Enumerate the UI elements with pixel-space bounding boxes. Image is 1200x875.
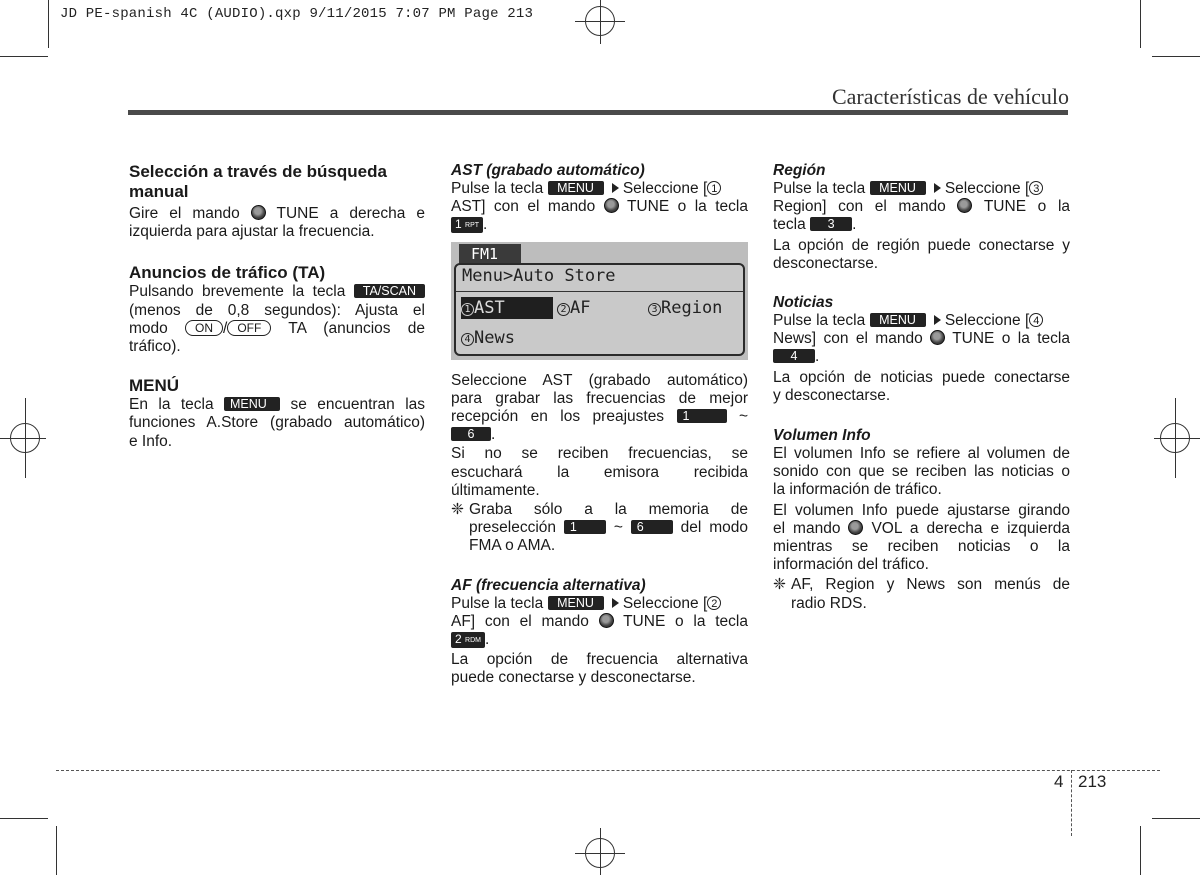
crop-mark: [0, 56, 48, 57]
menu-key: MENU: [548, 596, 604, 610]
registration-line: [600, 828, 601, 875]
key-text: 2: [455, 632, 462, 647]
heading-traffic: Anuncios de tráfico (TA): [129, 263, 326, 283]
paragraph: [451, 216, 748, 234]
text: información del tráfico.: [773, 556, 929, 574]
paragraph: [773, 348, 1070, 366]
display-tab: FM1: [459, 244, 521, 264]
paragraph: [773, 520, 1070, 538]
text: AST] con el mando: [451, 198, 596, 216]
text: TUNE a derecha e: [276, 205, 425, 222]
text: e Info.: [129, 432, 173, 450]
page-number: 213: [1078, 772, 1107, 791]
display-option-region: [648, 297, 722, 319]
paragraph: [773, 180, 1070, 198]
vol-knob-icon: [848, 520, 863, 535]
tune-knob-icon: [251, 205, 266, 220]
footer-rule: [56, 770, 1160, 771]
paragraph: [129, 205, 425, 223]
print-slug: JD PE-spanish 4C (AUDIO).qxp 9/11/2015 7:07 PM Page 213: [60, 6, 534, 22]
arrow-right-icon: [612, 183, 619, 193]
paragraph: [129, 320, 425, 338]
text: La opción de región puede conectarse y: [773, 236, 1070, 254]
header-rule: [128, 110, 1068, 115]
tune-knob-icon: [957, 198, 972, 213]
footer-divider: [1071, 770, 1072, 836]
display-option-af: [557, 297, 590, 319]
preset-6-key: 6: [451, 427, 491, 441]
paragraph: [129, 396, 425, 414]
text: TUNE o la tecla: [626, 198, 748, 216]
paragraph: [451, 631, 748, 649]
crop-mark: [48, 0, 49, 48]
registration-line: [575, 853, 625, 854]
text: Pulse la tecla: [773, 312, 866, 330]
text: mientras se reciben noticias o la: [773, 538, 1070, 556]
text: /: [223, 319, 228, 337]
text: tráfico).: [129, 338, 181, 356]
ta-scan-key: TA/SCAN: [354, 284, 425, 298]
text: radio RDS.: [791, 594, 867, 612]
registration-line: [1154, 438, 1200, 439]
text: para grabar las frecuencias de mejor: [451, 389, 748, 407]
text: la información de tráfico.: [773, 481, 942, 499]
note: [773, 576, 1070, 612]
heading-menu: MENÚ: [129, 376, 180, 396]
registration-line: [575, 21, 625, 22]
tune-knob-icon: [604, 198, 619, 213]
text: izquierda para ajustar la frecuencia.: [129, 223, 375, 241]
text: Si no se reciben frecuencias, se: [451, 445, 748, 463]
preset-1-key: 1: [677, 409, 727, 423]
circled-number: 3: [1029, 181, 1043, 195]
paragraph: [129, 283, 425, 301]
crop-mark: [56, 826, 57, 875]
note: [451, 501, 748, 556]
crop-mark: [1140, 0, 1141, 48]
radio-display: [451, 242, 748, 360]
crop-mark: [1140, 826, 1141, 875]
arrow-right-icon: [612, 598, 619, 608]
text: La opción de noticias puede conectarse: [773, 368, 1070, 386]
registration-line: [0, 438, 46, 439]
preset-1-rpt-key: [451, 217, 483, 233]
display-title: Menu>Auto Store: [462, 265, 616, 286]
display-option-ast: [461, 297, 553, 319]
text: el mando: [773, 519, 841, 537]
text: Seleccione AST (grabado automático): [451, 371, 748, 389]
paragraph: [451, 198, 748, 216]
text: del modo: [680, 519, 748, 537]
paragraph: [469, 519, 748, 537]
circled-number: 3: [648, 303, 661, 316]
display-frame: [454, 263, 745, 356]
display-rule: [456, 291, 743, 293]
text: últimamente.: [451, 481, 540, 499]
text: Region] con el mando: [773, 198, 946, 216]
crop-mark: [1152, 818, 1200, 819]
text: puede conectarse y desconectarse.: [451, 669, 696, 687]
preset-1-key: 1: [564, 520, 606, 534]
arrow-right-icon: [934, 183, 941, 193]
text: ~: [738, 408, 748, 426]
text: AF, Region y News son menús de: [791, 576, 1070, 594]
paragraph: [451, 613, 748, 631]
arrow-right-icon: [934, 315, 941, 325]
text: Pulse la tecla: [451, 594, 544, 612]
text: .: [483, 216, 488, 234]
text: TUNE o la tecla: [952, 330, 1070, 348]
text: TUNE o la: [983, 198, 1071, 216]
text: (menos de 0,8 segundos): Ajusta el: [129, 301, 425, 319]
chapter-number: 4: [1054, 772, 1064, 791]
paragraph: [451, 426, 748, 444]
subheading-volume-info: Volumen Info: [773, 427, 871, 445]
text: News] con el mando: [773, 330, 923, 348]
circled-number: 4: [1029, 313, 1043, 327]
text: Seleccione [: [944, 180, 1030, 197]
note-bullet-icon: ❈: [451, 501, 464, 519]
subheading-ast: AST (grabado automático): [451, 162, 645, 179]
text: TUNE o la tecla: [623, 612, 748, 630]
text: Seleccione [: [622, 594, 708, 612]
subheading-news: Noticias: [773, 294, 834, 312]
paragraph: [451, 595, 748, 613]
text: Pulsando brevemente la tecla: [129, 283, 346, 301]
text: recepción en los preajustes: [451, 408, 665, 426]
circled-number: 4: [461, 333, 474, 346]
text: se encuentran las: [290, 396, 426, 414]
column-3: [773, 162, 1070, 613]
heading-text: manual: [129, 182, 189, 201]
text: Pulse la tecla: [451, 180, 544, 197]
text: tecla: [773, 216, 806, 234]
tune-knob-icon: [930, 330, 945, 345]
text: Pulse la tecla: [773, 180, 866, 197]
circled-number: 1: [707, 181, 721, 195]
preset-3-key: 3: [810, 217, 852, 231]
text: Seleccione [: [944, 312, 1030, 330]
key-text: 1: [455, 217, 462, 232]
registration-line: [600, 0, 601, 44]
text: AF] con el mando: [451, 612, 589, 630]
crop-mark: [0, 818, 48, 819]
menu-key: MENU: [224, 397, 280, 411]
paragraph: [773, 312, 1070, 330]
tune-knob-icon: [599, 613, 614, 628]
text: TA (anuncios de: [288, 319, 425, 337]
circled-number: 2: [557, 303, 570, 316]
text: .: [491, 426, 496, 444]
heading-text: Selección a través de búsqueda: [129, 162, 387, 181]
paragraph: [451, 180, 748, 198]
text: .: [484, 631, 490, 649]
text: ~: [613, 519, 623, 537]
option-text: Region: [661, 297, 723, 318]
preset-6-key: 6: [631, 520, 673, 534]
text: Gire el mando: [129, 205, 240, 222]
text: En la tecla: [129, 396, 214, 414]
off-key: OFF: [227, 320, 271, 336]
option-text: AF: [570, 297, 591, 318]
key-subtext: RPT: [465, 222, 480, 230]
text: y desconectarse.: [773, 386, 891, 404]
subheading-af: AF (frecuencia alternativa): [451, 576, 646, 594]
preset-4-key: 4: [773, 349, 815, 363]
paragraph: [773, 198, 1070, 216]
text: preselección: [469, 519, 557, 537]
text: El volumen Info se refiere al volumen de: [773, 445, 1070, 463]
on-key: ON: [185, 320, 223, 336]
text: sonido con que se reciben las noticias o: [773, 463, 1070, 481]
text: .: [815, 348, 820, 366]
crop-mark: [1152, 56, 1200, 57]
text: desconectarse.: [773, 254, 879, 272]
text: escuchará la emisora recibida: [451, 463, 748, 481]
column-1: [129, 162, 425, 451]
column-2: [451, 162, 748, 688]
display-option-news: [461, 327, 515, 349]
option-text: News: [474, 327, 515, 348]
note-bullet-icon: ❈: [773, 576, 786, 594]
menu-key: MENU: [548, 181, 604, 195]
text: VOL a derecha e izquierda: [871, 519, 1071, 537]
text: Graba sólo a la memoria de: [469, 501, 748, 519]
menu-key: MENU: [870, 181, 926, 195]
text: La opción de frecuencia alternativa: [451, 651, 748, 669]
paragraph: [773, 330, 1070, 348]
text: Seleccione [: [622, 180, 708, 197]
text: funciones A.Store (grabado automático): [129, 414, 425, 432]
text: FMA o AMA.: [469, 537, 556, 555]
option-text: AST: [474, 297, 505, 318]
text: .: [852, 216, 857, 234]
subheading-region: Región: [773, 162, 826, 179]
section-header: Características de vehículo: [831, 84, 1069, 109]
menu-key: MENU: [870, 313, 926, 327]
circled-number: 2: [707, 596, 721, 610]
text: El volumen Info puede ajustarse girando: [773, 501, 1070, 519]
preset-2-rdm-key: [451, 632, 485, 648]
heading-manual-search: [129, 162, 425, 202]
key-subtext: RDM: [465, 637, 481, 645]
paragraph: [451, 408, 748, 426]
paragraph: [773, 216, 1070, 234]
circled-number: 1: [461, 303, 474, 316]
text: modo: [129, 319, 168, 337]
